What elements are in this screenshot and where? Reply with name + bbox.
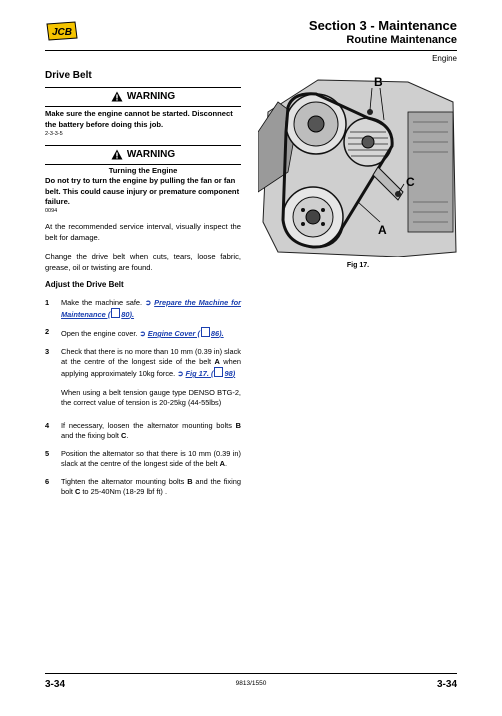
warning2-title: WARNING — [45, 149, 241, 160]
logo-text: JCB — [51, 27, 73, 38]
page-ref-icon — [214, 367, 223, 377]
warning2-subtitle: Turning the Engine — [108, 166, 178, 175]
page-number-right: 3-34 — [436, 679, 457, 690]
figure-label-a: A — [378, 223, 387, 237]
page-heading: Drive Belt — [45, 70, 92, 81]
step-3-note: When using a belt tension gauge type DENSO BTG-2, the correct value of tension is 20-25kg (44-55lbs) — [61, 388, 241, 407]
engine-belt-figure — [258, 72, 458, 257]
page-ref-icon — [201, 327, 210, 337]
step-3: 3 Check that there is no more than 10 mm (0.39 in) slack at the centre of the longest side of the belt A when applying approximately 10kg force. ➲ Fig 17. ( 98) When using a belt tension gauge type DENSO BTG-2, the correct value of tension is 20-25kg (44-55lbs) — [45, 347, 241, 407]
intro-paragraph: At the recommended service interval, visually inspect the belt for damage. — [45, 222, 241, 242]
step-number: 2 — [45, 327, 50, 336]
warning1-top-rule — [45, 87, 241, 88]
step-1: 1 Make the machine safe. ➲ Prepare the Machine for Maintenance ( 80). — [45, 298, 241, 319]
section-title: Section 3 - Maintenance — [308, 18, 457, 33]
step-number: 4 — [45, 421, 50, 430]
warning2-code: 0094 — [45, 208, 58, 214]
jcb-logo — [45, 20, 79, 42]
warning-triangle-icon — [111, 149, 123, 160]
figure-label-c: C — [406, 175, 415, 189]
warning1-text: Make sure the engine cannot be started. Disconnect the battery before doing this job. — [45, 109, 233, 129]
figure-label-b: B — [374, 75, 383, 89]
link-prepare-machine[interactable]: Prepare the Machine for Maintenance ( 80). — [61, 298, 241, 319]
figure-caption: Fig 17. — [346, 262, 370, 269]
adjust-heading: Adjust the Drive Belt — [45, 280, 124, 289]
step-5: 5 Position the alternator so that there is 10 mm (0.39 in) slack at the centre of the longest side of the belt A. — [45, 449, 241, 468]
link-fig-17[interactable]: Fig 17. ( 98) — [185, 369, 236, 378]
warning1-title: WARNING — [45, 91, 241, 102]
step-4: 4 If necessary, loosen the alternator mounting bolts B and the fixing bolt C. — [45, 421, 241, 440]
step-6: 6 Tighten the alternator mounting bolts B and the fixing bolt C to 25-40Nm (18-29 lbf ft) . — [45, 477, 241, 496]
link-arrow-icon: ➲ — [145, 298, 152, 307]
warning-triangle-icon — [111, 91, 123, 102]
section-subtitle: Routine Maintenance — [346, 34, 457, 46]
warning1-mid-rule — [45, 106, 241, 107]
subsection-label: Engine — [432, 54, 457, 63]
step-number: 6 — [45, 477, 50, 486]
header-divider — [45, 50, 457, 51]
step-number: 1 — [45, 298, 50, 307]
change-paragraph: Change the drive belt when cuts, tears, loose fabric, grease, oil or twisting are found. — [45, 252, 241, 272]
step-2: 2 Open the engine cover. ➲ Engine Cover ( 86). — [45, 327, 224, 338]
page-number-left: 3-34 — [45, 679, 66, 690]
link-arrow-icon: ➲ — [177, 369, 184, 378]
link-arrow-icon: ➲ — [139, 329, 146, 338]
warning1-code: 2-3-3-5 — [45, 131, 63, 137]
page-ref-icon — [111, 308, 120, 318]
warning2-top-rule — [45, 145, 241, 146]
document-number: 9813/1550 — [235, 680, 267, 687]
step-number: 5 — [45, 449, 50, 458]
warning2-mid-rule — [45, 164, 241, 165]
warning2-text: Do not try to turn the engine by pulling the fan or fan belt. This could cause injury or premature component failure. — [45, 176, 240, 206]
link-engine-cover[interactable]: Engine Cover ( 86). — [147, 329, 224, 338]
footer-divider — [45, 673, 457, 674]
step-number: 3 — [45, 347, 50, 356]
